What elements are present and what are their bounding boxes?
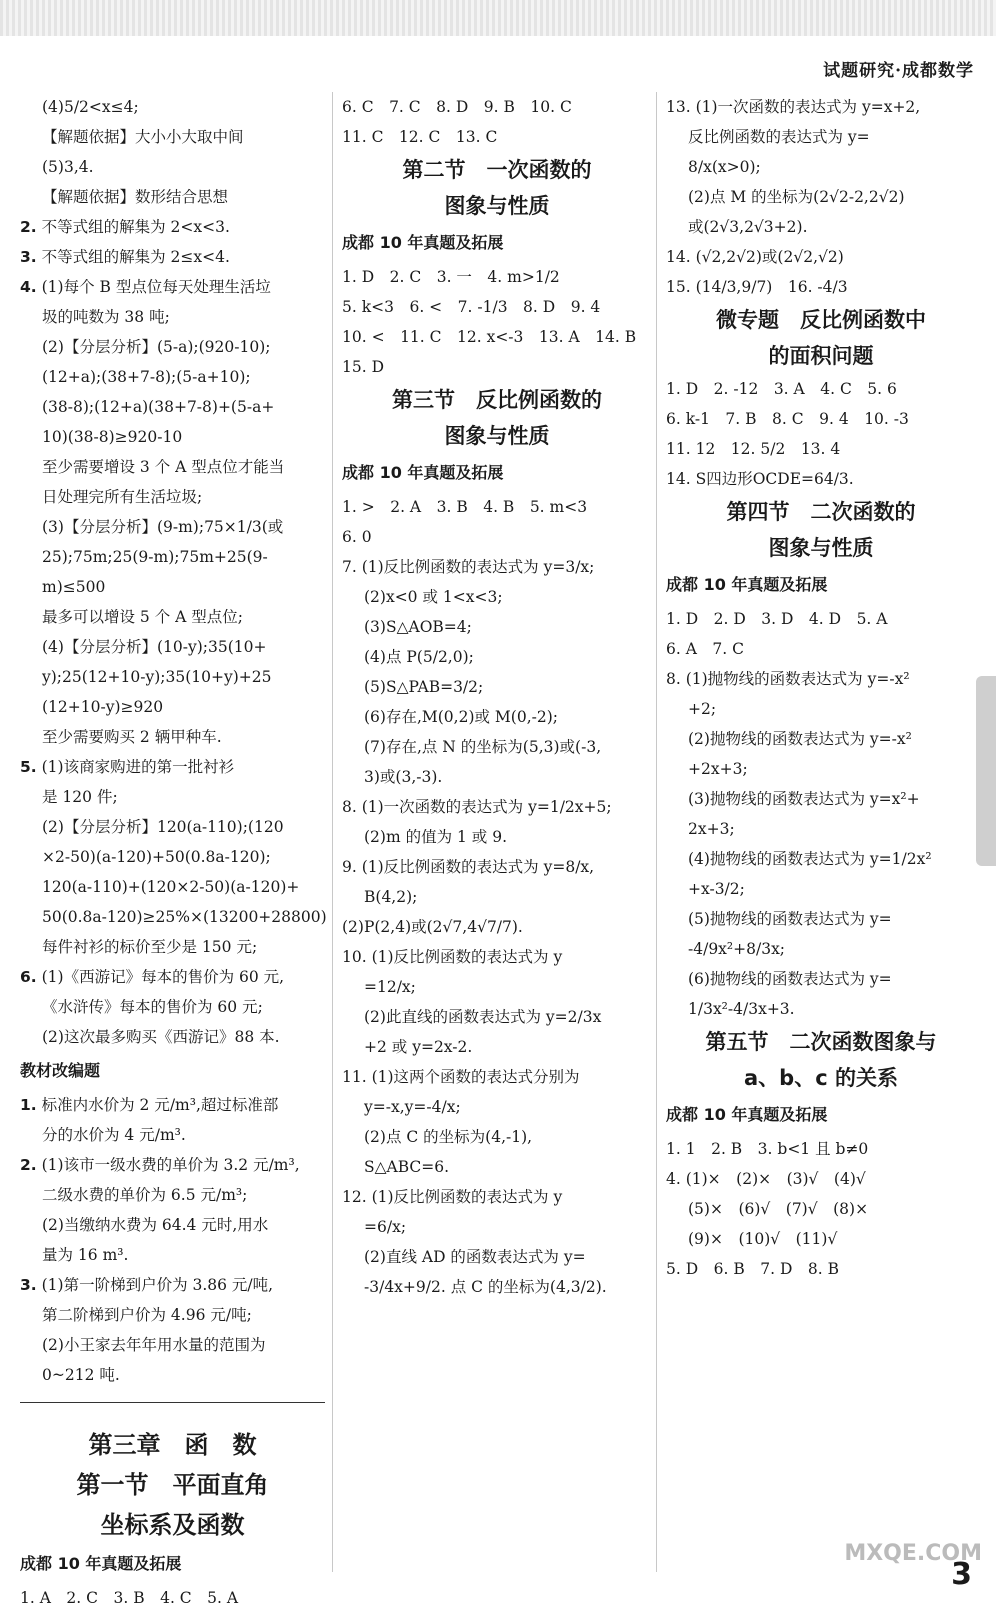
answer-line: +x-3/2; (688, 880, 745, 898)
running-header: 试题研究·成都数学 (823, 61, 974, 81)
subsection-heading: 成都 10 年真题及拓展 (666, 575, 828, 594)
answer-line: =12/x; (364, 978, 416, 996)
answer-line: S△ABC=6. (364, 1158, 450, 1176)
answer-line: B(4,2); (364, 888, 418, 906)
answer-line (20, 1150, 325, 1180)
answer-line (20, 1270, 325, 1300)
answer-line: 5. k<3 6. < 7. -1/3 8. D 9. 4 (342, 298, 601, 316)
answer-text: (1)第一阶梯到户价为 3.86 元/吨, (36, 1276, 274, 1294)
answer-line: y=-x,y=-4/x; (364, 1098, 461, 1116)
chapter-heading: 第一节 平面直角 (76, 1471, 269, 1499)
answer-line: 11. 12 12. 5/2 13. 4 (666, 440, 841, 458)
section-rule (20, 1402, 325, 1403)
answer-line: 1. D 2. -12 3. A 4. C 5. 6 (666, 380, 897, 398)
answer-line: (2)抛物线的函数表达式为 y=-x² (688, 730, 912, 748)
answer-text: (1)每个 B 型点位每天处理生活垃 (36, 278, 271, 296)
answer-text: 不等式组的解集为 2≤x<4. (36, 248, 230, 266)
answer-line: (5)3,4. (42, 158, 94, 176)
answer-line: 8. (1)抛物线的函数表达式为 y=-x² (666, 670, 910, 688)
answer-line: 15. (14/3,9/7) 16. -4/3 (666, 278, 848, 296)
subsection-heading: 成都 10 年真题及拓展 (666, 1105, 828, 1124)
answer-line: (2)这次最多购买《西游记》88 本. (42, 1028, 280, 1046)
section-heading: 第五节 二次函数图象与 (705, 1030, 937, 1054)
answer-line: 6. k-1 7. B 8. C 9. 4 10. -3 (666, 410, 909, 428)
answer-line: 10)(38-8)≥920-10 (42, 428, 183, 446)
answer-line: 1/3x²-4/3x+3. (688, 1000, 795, 1018)
answer-line (20, 242, 325, 272)
answer-line: (2)点 C 的坐标为(4,-1), (364, 1128, 533, 1146)
answer-line: 0~212 吨. (42, 1366, 120, 1384)
question-number: 2. (20, 218, 37, 236)
answer-line: +2x+3; (688, 760, 748, 778)
answer-line: (6)抛物线的函数表达式为 y= (688, 970, 892, 988)
answer-line: 圾的吨数为 38 吨; (42, 308, 170, 326)
answer-line: (4)【分层分析】(10-y);35(10+ (42, 638, 267, 656)
answer-line: 最多可以增设 5 个 A 型点位; (42, 608, 243, 626)
chapter-heading: 第三章 函 数 (88, 1431, 257, 1459)
section-heading: 图象与性质 (444, 424, 550, 448)
answer-line (20, 752, 325, 782)
section-heading: 第四节 二次函数的 (726, 500, 916, 524)
answer-line: 或(2√3,2√3+2). (688, 218, 808, 236)
page-number: 3 (951, 1557, 972, 1592)
answer-line: (4)抛物线的函数表达式为 y=1/2x² (688, 850, 932, 868)
answer-line (20, 212, 325, 242)
answer-line: 1. D 2. C 3. 一 4. m>1/2 (342, 268, 560, 286)
page-edge-tab (976, 676, 996, 866)
section-heading: a、b、c 的关系 (744, 1066, 898, 1090)
question-number: 3. (20, 248, 37, 266)
answer-line: 1. 1 2. B 3. b<1 且 b≠0 (666, 1140, 869, 1158)
answer-line: 量为 16 m³. (42, 1246, 129, 1264)
answer-line: (9)× (10)√ (11)√ (688, 1230, 838, 1248)
answer-line: (12+a);(38+7-8);(5-a+10); (42, 368, 251, 386)
answer-line: (2)【分层分析】(5-a);(920-10); (42, 338, 271, 356)
subsection-heading: 成都 10 年真题及拓展 (342, 463, 504, 482)
question-number: 6. (20, 968, 37, 986)
answer-line: 8/x(x>0); (688, 158, 761, 176)
section-heading: 第二节 一次函数的 (402, 158, 592, 182)
answer-line: 日处理完所有生活垃圾; (42, 488, 203, 506)
answer-line: 10. (1)反比例函数的表达式为 y (342, 948, 563, 966)
answer-line: (3)抛物线的函数表达式为 y=x²+ (688, 790, 920, 808)
answer-line: 1. > 2. A 3. B 4. B 5. m<3 (342, 498, 588, 516)
answer-line (20, 272, 325, 302)
answer-text: (1)《西游记》每本的售价为 60 元, (36, 968, 285, 986)
answer-line: 7. (1)反比例函数的表达式为 y=3/x; (342, 558, 595, 576)
question-number: 3. (20, 1276, 37, 1294)
question-number: 4. (20, 278, 37, 296)
answer-line: ×2-50)(a-120)+50(0.8a-120); (42, 848, 271, 866)
column-divider-1 (332, 92, 333, 1572)
section-heading: 第三节 反比例函数的 (392, 388, 602, 412)
answer-line: 2x+3; (688, 820, 735, 838)
answer-line: 反比例函数的表达式为 y= (688, 128, 870, 146)
answer-line: 14. (√2,2√2)或(2√2,√2) (666, 248, 844, 266)
answer-line: 《水浒传》每本的售价为 60 元; (42, 998, 263, 1016)
answer-line: 10. < 11. C 12. x<-3 13. A 14. B (342, 328, 637, 346)
answer-line: (3)S△AOB=4; (364, 618, 472, 636)
answer-line: 6. A 7. C (666, 640, 744, 658)
answer-line: 15. D (342, 358, 385, 376)
answer-line: (7)存在,点 N 的坐标为(5,3)或(-3, (364, 738, 602, 756)
answer-line: 13. (1)一次函数的表达式为 y=x+2, (666, 98, 921, 116)
answer-line: 6. 0 (342, 528, 372, 546)
answer-line: 4. (1)× (2)× (3)√ (4)√ (666, 1170, 866, 1188)
answer-line (20, 1090, 325, 1120)
section-heading: 图象与性质 (444, 194, 550, 218)
answer-line: 11. C 12. C 13. C (342, 128, 498, 146)
answer-line: 120(a-110)+(120×2-50)(a-120)+ (42, 878, 300, 896)
answer-line: 5. D 6. B 7. D 8. B (666, 1260, 839, 1278)
section-heading: 图象与性质 (768, 536, 874, 560)
answer-line: +2; (688, 700, 717, 718)
answer-line: 8. (1)一次函数的表达式为 y=1/2x+5; (342, 798, 612, 816)
answer-line: (2)【分层分析】120(a-110);(120 (42, 818, 284, 836)
subsection-heading: 成都 10 年真题及拓展 (20, 1554, 182, 1573)
answer-line: 至少需要增设 3 个 A 型点位才能当 (42, 458, 285, 476)
section-heading: 的面积问题 (768, 344, 874, 368)
answer-line: (38-8);(12+a)(38+7-8)+(5-a+ (42, 398, 275, 416)
answer-line (20, 962, 325, 992)
answer-line: (2)P(2,4)或(2√7,4√7/7). (342, 918, 523, 936)
answer-line: (2)m 的值为 1 或 9. (364, 828, 508, 846)
answer-line: 【解题依据】大小小大取中间 (42, 128, 244, 146)
answer-line: 9. (1)反比例函数的表达式为 y=8/x, (342, 858, 595, 876)
answer-line: 11. (1)这两个函数的表达式分别为 (342, 1068, 580, 1086)
answer-line: (2)直线 AD 的函数表达式为 y= (364, 1248, 586, 1266)
answer-line: (12+10-y)≥920 (42, 698, 164, 716)
answer-column-1 (20, 92, 325, 1613)
answer-line: 50(0.8a-120)≥25%×(13200+28800) (42, 908, 327, 926)
scan-top-band (0, 0, 996, 36)
answer-line: 至少需要购买 2 辆甲种车. (42, 728, 222, 746)
answer-line: 二级水费的单价为 6.5 元/m³; (42, 1186, 248, 1204)
answer-line: 25);75m;25(9-m);75m+25(9- (42, 548, 268, 566)
answer-line: +2 或 y=2x-2. (364, 1038, 473, 1056)
answer-column-3 (666, 92, 976, 1284)
answer-line: 1. A 2. C 3. B 4. C 5. A (20, 1589, 239, 1607)
answer-line: 【解题依据】数形结合思想 (42, 188, 229, 206)
answer-column-2 (342, 92, 652, 1302)
question-number: 2. (20, 1156, 37, 1174)
answer-line: (5)S△PAB=3/2; (364, 678, 484, 696)
answer-text: 不等式组的解集为 2<x<3. (36, 218, 230, 236)
answer-line: 1. D 2. D 3. D 4. D 5. A (666, 610, 888, 628)
answer-line: 第二阶梯到户价为 4.96 元/吨; (42, 1306, 252, 1324)
answer-line: (2)点 M 的坐标为(2√2-2,2√2) (688, 188, 905, 206)
answer-line: m)≤500 (42, 578, 106, 596)
answer-line: (6)存在,M(0,2)或 M(0,-2); (364, 708, 558, 726)
subsection-heading: 教材改编题 (20, 1061, 101, 1080)
question-number: 5. (20, 758, 37, 776)
watermark: MXQE.COM (844, 1541, 982, 1566)
answer-line: (5)× (6)√ (7)√ (8)× (688, 1200, 869, 1218)
answer-line: 14. S四边形OCDE=64/3. (666, 470, 854, 488)
answer-line: 12. (1)反比例函数的表达式为 y (342, 1188, 563, 1206)
answer-line: 是 120 件; (42, 788, 118, 806)
answer-line: (4)点 P(5/2,0); (364, 648, 474, 666)
answer-line: =6/x; (364, 1218, 407, 1236)
answer-line: (2)此直线的函数表达式为 y=2/3x (364, 1008, 602, 1026)
answer-line: 3)或(3,-3). (364, 768, 443, 786)
answer-text: 标准内水价为 2 元/m³,超过标准部 (36, 1096, 279, 1114)
answer-line: 每件衬衫的标价至少是 150 元; (42, 938, 258, 956)
answer-line: -4/9x²+8/3x; (688, 940, 786, 958)
section-heading: 微专题 反比例函数中 (716, 308, 926, 332)
answer-line: (2)小王家去年年用水量的范围为 (42, 1336, 266, 1354)
answer-text: (1)该市一级水费的单价为 3.2 元/m³, (36, 1156, 300, 1174)
question-number: 1. (20, 1096, 37, 1114)
answer-line: 6. C 7. C 8. D 9. B 10. C (342, 98, 572, 116)
answer-line: 分的水价为 4 元/m³. (42, 1126, 186, 1144)
chapter-heading: 坐标系及函数 (100, 1511, 245, 1539)
answer-line: (5)抛物线的函数表达式为 y= (688, 910, 892, 928)
answer-line: (2)x<0 或 1<x<3; (364, 588, 503, 606)
column-divider-2 (656, 92, 657, 1572)
answer-line: (2)当缴纳水费为 64.4 元时,用水 (42, 1216, 269, 1234)
answer-line: (4)5/2<x≤4; (42, 98, 139, 116)
answer-text: (1)该商家购进的第一批衬衫 (36, 758, 235, 776)
subsection-heading: 成都 10 年真题及拓展 (342, 233, 504, 252)
answer-line: -3/4x+9/2. 点 C 的坐标为(4,3/2). (364, 1278, 607, 1296)
answer-line: y);25(12+10-y);35(10+y)+25 (42, 668, 272, 686)
answer-line: (3)【分层分析】(9-m);75×1/3(或 (42, 518, 284, 536)
